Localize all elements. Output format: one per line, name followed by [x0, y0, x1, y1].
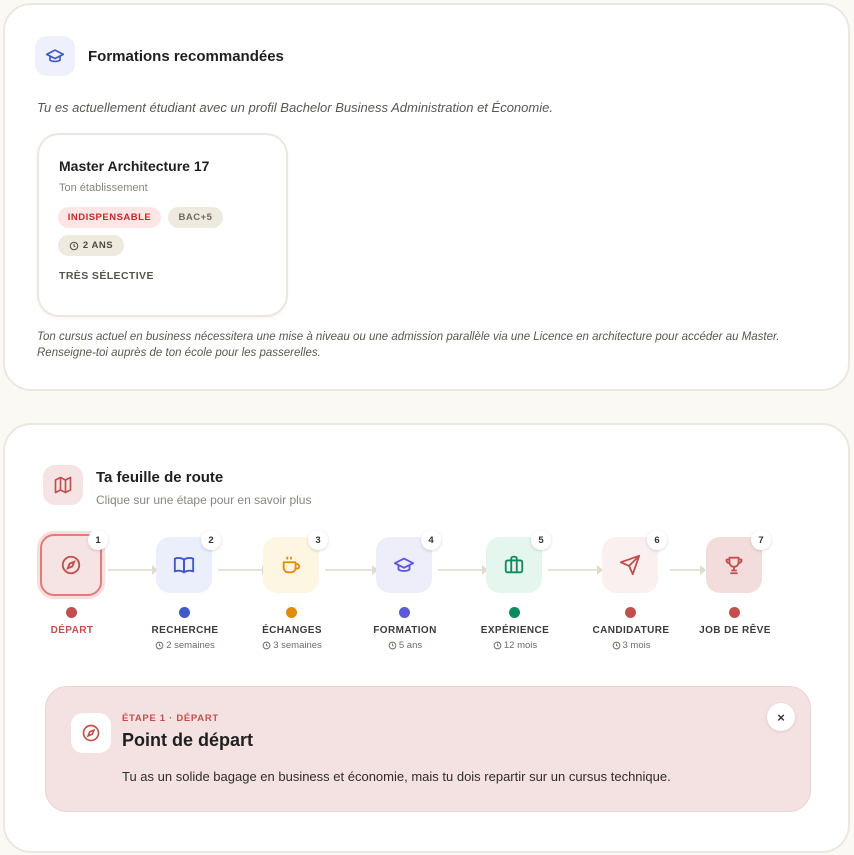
step-connector: [325, 569, 373, 571]
step-dot: [286, 607, 297, 618]
step-dot: [509, 607, 520, 618]
step-detail-panel: [45, 686, 811, 812]
step-connector: [218, 569, 263, 571]
step-label: JOB DE RÊVE: [699, 625, 771, 636]
step-connector: [548, 569, 598, 571]
formations-card: [3, 3, 850, 391]
step-duration: [237, 640, 347, 651]
step-duration-label: 2 semaines: [166, 640, 215, 651]
step-number: 1: [88, 530, 108, 550]
step-duration-label: 5 ans: [398, 640, 423, 651]
intro-text: Tu es actuellement étudiant avec un profil Bachelor Business Administration et Économie.: [37, 100, 553, 115]
clock-icon: [155, 641, 164, 650]
priority-badge: [58, 207, 161, 228]
close-icon: ×: [777, 709, 785, 725]
step-detail-text: Tu as un solide bagage en business et économie, mais tu dois repartir sur un cursus technique.: [122, 769, 671, 784]
step-duration: [350, 640, 460, 651]
step-number: 7: [751, 530, 771, 550]
step-connector: [438, 569, 483, 571]
close-button[interactable]: [767, 703, 795, 731]
step-label: EXPÉRIENCE: [480, 625, 550, 636]
map-icon: [43, 465, 83, 505]
step-dot: [729, 607, 740, 618]
step-dot: [399, 607, 410, 618]
step-connector: [108, 569, 153, 571]
step-duration-label: 12 mois: [503, 640, 538, 651]
step-number: 6: [647, 530, 667, 550]
step-duration-label: 3 semaines: [273, 640, 322, 651]
formation-institution: Ton établissement: [59, 182, 148, 194]
step-duration-label: 3 mois: [622, 640, 651, 651]
step-connector: [670, 569, 701, 571]
step-duration: [576, 640, 686, 651]
compass-icon: [71, 713, 111, 753]
level-badge-label: BAC+5: [178, 212, 213, 223]
step-number: 3: [308, 530, 328, 550]
step-label: DÉPART: [50, 625, 94, 636]
step-number: 4: [421, 530, 441, 550]
roadmap-card: [3, 423, 850, 853]
section-title: Formations recommandées: [88, 48, 284, 65]
clock-icon: [69, 241, 79, 251]
step-label: FORMATION: [373, 625, 437, 636]
step-detail-kicker: ÉTAPE 1 · DÉPART: [122, 713, 219, 724]
step-dot: [625, 607, 636, 618]
step-label: CANDIDATURE: [592, 625, 670, 636]
priority-badge-label: INDISPENSABLE: [67, 212, 152, 223]
clock-icon: [493, 641, 502, 650]
step-duration: [130, 640, 240, 651]
roadmap-subtitle: Clique sur une étape pour en savoir plus: [96, 493, 312, 507]
step-dot: [66, 607, 77, 618]
clock-icon: [612, 641, 621, 650]
clock-icon: [262, 641, 271, 650]
cursus-note-line2: Renseigne-toi auprès de ton école pour les passerelles.: [37, 347, 321, 359]
roadmap-title: Ta feuille de route: [96, 469, 224, 486]
duration-badge-label: 2 ANS: [82, 240, 114, 251]
level-badge: [168, 207, 223, 228]
selectivity-label: TRÈS SÉLECTIVE: [59, 270, 154, 282]
step-number: 5: [531, 530, 551, 550]
step-detail-title: Point de départ: [122, 730, 254, 750]
step-dot: [179, 607, 190, 618]
duration-badge: [58, 235, 124, 256]
step-duration: [460, 640, 570, 651]
cursus-note-line1: Ton cursus actuel en business nécessitera une mise à niveau ou une admission parallèle via une Licence en architecture pour accéder au Master.: [37, 331, 780, 343]
clock-icon: [388, 641, 397, 650]
step-label: ÉCHANGES: [262, 625, 322, 636]
formation-card[interactable]: [37, 133, 288, 317]
cursus-note: [37, 329, 827, 361]
step-number: 2: [201, 530, 221, 550]
formation-title: Master Architecture 17: [59, 158, 210, 174]
graduation-cap-icon: [35, 36, 75, 76]
step-label: RECHERCHE: [151, 625, 219, 636]
